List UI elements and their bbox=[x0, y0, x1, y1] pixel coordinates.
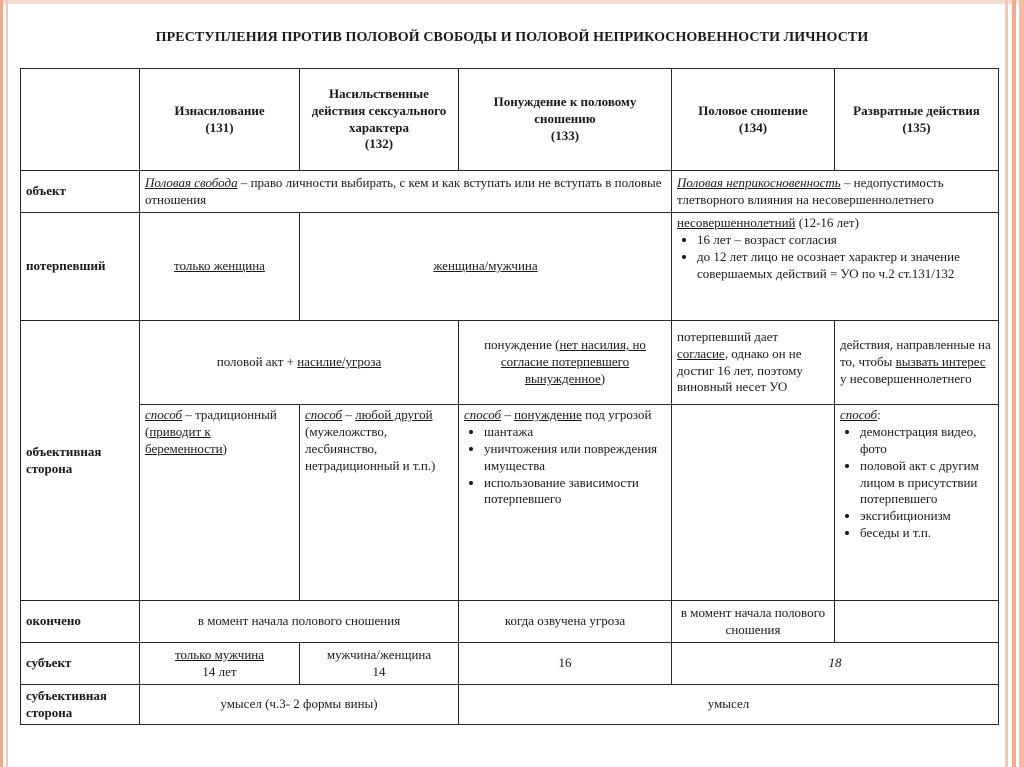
header-row bbox=[21, 69, 999, 171]
method-lewd-colon: : bbox=[877, 407, 881, 422]
list-item: • эксгибиционизм bbox=[860, 508, 993, 525]
method-rape-label: способ bbox=[145, 407, 183, 422]
objective-interest-cell bbox=[835, 321, 999, 405]
right-decor-stripe-1 bbox=[1005, 0, 1008, 767]
subject-minor-cell: 18 bbox=[672, 643, 999, 685]
subject-coercion-cell: 16 bbox=[459, 643, 672, 685]
subjective-rape-violent-cell: умысел (ч.3- 2 формы вины) bbox=[140, 685, 459, 725]
list-item: • уничтожения или повреждения имущества bbox=[484, 441, 666, 475]
right-decor-stripe-3 bbox=[1019, 0, 1024, 767]
list-item: • использование зависимости потерпевшего bbox=[484, 475, 666, 509]
header-col-coercion bbox=[459, 69, 672, 171]
objective-act-violence-cell bbox=[140, 321, 459, 405]
row-object bbox=[21, 171, 999, 213]
header-col-coercion-number: (133) bbox=[550, 127, 580, 143]
objective-interest-underlined: вызвать интерес bbox=[895, 354, 986, 370]
subject-violent-cell bbox=[300, 643, 459, 685]
victim-minor-cell bbox=[672, 213, 999, 321]
row-label-subjective: субъективная сторона bbox=[21, 685, 140, 725]
crimes-table bbox=[20, 68, 999, 725]
list-item: • шантажа bbox=[484, 424, 666, 441]
header-empty-cell bbox=[21, 69, 140, 171]
completed-lewd-cell bbox=[835, 601, 999, 643]
method-coercion-cell bbox=[459, 405, 672, 601]
objective-consent-underlined: согласие bbox=[677, 345, 725, 361]
victim-rape-cell bbox=[140, 213, 300, 321]
objective-act-text: половой акт + bbox=[216, 354, 298, 370]
header-col-violent-acts-number: (132) bbox=[364, 136, 394, 152]
subject-rape-cell bbox=[140, 643, 300, 685]
row-label-victim: потерпевший bbox=[21, 213, 140, 321]
header-col-lewd-acts-number: (135) bbox=[902, 119, 931, 135]
object-inviolability-cell bbox=[672, 171, 999, 213]
list-item: • половой акт с другим лицом в присутствии потерпевшего bbox=[860, 458, 993, 509]
header-col-lewd-acts-name: Развратные действия bbox=[853, 102, 980, 118]
object-freedom-cell bbox=[140, 171, 672, 213]
method-violent-suffix: (мужеложство, лесбиянство, нетрадиционный и т.п.) bbox=[305, 423, 436, 473]
header-col-coercion-name: Понуждение к половому сношению bbox=[493, 94, 637, 127]
completed-rape-violent-cell: в момент начала полового сношения bbox=[140, 601, 459, 643]
object-freedom-term: Половая свобода bbox=[145, 174, 238, 190]
objective-consent-suffix: , однако он не достиг 16 лет, поэтому виновный несет УО bbox=[677, 345, 803, 395]
row-label-object: объект bbox=[21, 171, 140, 213]
row-objective-2 bbox=[21, 405, 999, 601]
method-violent-cell bbox=[300, 405, 459, 601]
row-victim bbox=[21, 213, 999, 321]
objective-interest-suffix: у несовершеннолетнего bbox=[840, 370, 972, 386]
list-item: • до 12 лет лицо не осознает характер и значение совершаемых действий = УО по ч.2 ст.131/132 bbox=[697, 249, 993, 283]
top-decor-band bbox=[0, 0, 1024, 4]
right-decor-stripe-2 bbox=[1012, 0, 1016, 767]
victim-violent-coercion-text: женщина/мужчина bbox=[433, 258, 538, 274]
header-col-violent-acts bbox=[300, 69, 459, 171]
method-coercion-suffix: под угрозой bbox=[581, 407, 652, 422]
method-rape-suffix: ) bbox=[222, 440, 227, 456]
subjective-others-cell: умысел bbox=[459, 685, 999, 725]
method-rape-underlined: приводит к беременности bbox=[145, 423, 223, 456]
method-rape-prefix: – традиционный ( bbox=[145, 407, 277, 439]
subject-violent-gender: мужчина/женщина bbox=[326, 646, 432, 662]
header-col-rape-name: Изнасилование bbox=[174, 102, 265, 118]
objective-coercion-suffix: ) bbox=[600, 370, 606, 386]
method-coercion-list bbox=[464, 424, 666, 508]
objective-coercion-cell bbox=[459, 321, 672, 405]
header-col-lewd-acts bbox=[835, 69, 999, 171]
object-inviolability-text: – недопустимость тлетворного влияния на несовершеннолетнего bbox=[677, 174, 944, 207]
victim-minor-term: несовершеннолетний bbox=[677, 215, 796, 230]
victim-minor-age: (12-16 лет) bbox=[795, 215, 859, 230]
row-completed bbox=[21, 601, 999, 643]
method-coercion-dash: – bbox=[501, 407, 515, 422]
method-rape-cell bbox=[140, 405, 300, 601]
left-decor-stripe-2 bbox=[6, 0, 8, 767]
subject-rape-gender: только мужчина bbox=[174, 646, 265, 662]
method-intercourse-empty-cell bbox=[672, 405, 835, 601]
left-decor-stripe-1 bbox=[0, 0, 3, 767]
victim-violent-coercion-cell bbox=[300, 213, 672, 321]
method-coercion-underlined: понуждение bbox=[514, 407, 582, 422]
row-subject bbox=[21, 643, 999, 685]
subject-violent-age: 14 bbox=[372, 663, 386, 679]
row-label-subject: субъект bbox=[21, 643, 140, 685]
method-lewd-cell bbox=[835, 405, 999, 601]
objective-violence-text: насилие/угроза bbox=[297, 354, 382, 370]
method-lewd-list bbox=[840, 424, 993, 542]
object-inviolability-term: Половая неприкосновенность bbox=[677, 174, 841, 190]
header-col-intercourse bbox=[672, 69, 835, 171]
completed-coercion-cell: когда озвучена угроза bbox=[459, 601, 672, 643]
object-freedom-text: – право личности выбирать, с кем и как вступать или не вступать в половые отношения bbox=[145, 174, 662, 207]
header-col-rape bbox=[140, 69, 300, 171]
list-item: • демонстрация видео, фото bbox=[860, 424, 993, 458]
row-subjective bbox=[21, 685, 999, 725]
page-title: ПРЕСТУПЛЕНИЯ ПРОТИВ ПОЛОВОЙ СВОБОДЫ И ПОЛОВОЙ НЕПРИКОСНОВЕННОСТИ ЛИЧНОСТИ bbox=[155, 30, 869, 45]
header-col-violent-acts-name: Насильственные действия сексуального характера bbox=[311, 85, 447, 135]
objective-coercion-prefix: понуждение ( bbox=[484, 337, 560, 353]
method-violent-dash: – bbox=[342, 407, 356, 422]
subject-rape-age: 14 лет bbox=[202, 663, 237, 679]
method-violent-underlined: любой другой bbox=[355, 407, 433, 422]
objective-consent-cell bbox=[672, 321, 835, 405]
list-item: • беседы и т.п. bbox=[860, 525, 993, 542]
method-lewd-label: способ bbox=[840, 407, 878, 422]
header-col-rape-number: (131) bbox=[205, 119, 234, 135]
objective-interest-prefix: действия, направленные на то, чтобы bbox=[840, 337, 991, 370]
row-objective-1 bbox=[21, 321, 999, 405]
list-item: • 16 лет – возраст согласия bbox=[697, 232, 993, 249]
victim-minor-list bbox=[677, 232, 993, 283]
method-violent-label: способ bbox=[305, 407, 343, 422]
header-col-intercourse-number: (134) bbox=[738, 119, 768, 135]
victim-rape-text: только женщина bbox=[174, 258, 265, 274]
objective-coercion-underlined: нет насилия, но согласие потерпевшего вынужденное bbox=[500, 337, 646, 386]
method-coercion-label: способ bbox=[464, 407, 502, 422]
row-label-objective: объективная сторона bbox=[21, 321, 140, 601]
row-label-completed: окончено bbox=[21, 601, 140, 643]
header-col-intercourse-name: Половое сношение bbox=[698, 102, 808, 118]
objective-consent-prefix: потерпевший дает bbox=[677, 328, 779, 344]
completed-intercourse-cell: в момент начала полового сношения bbox=[672, 601, 835, 643]
